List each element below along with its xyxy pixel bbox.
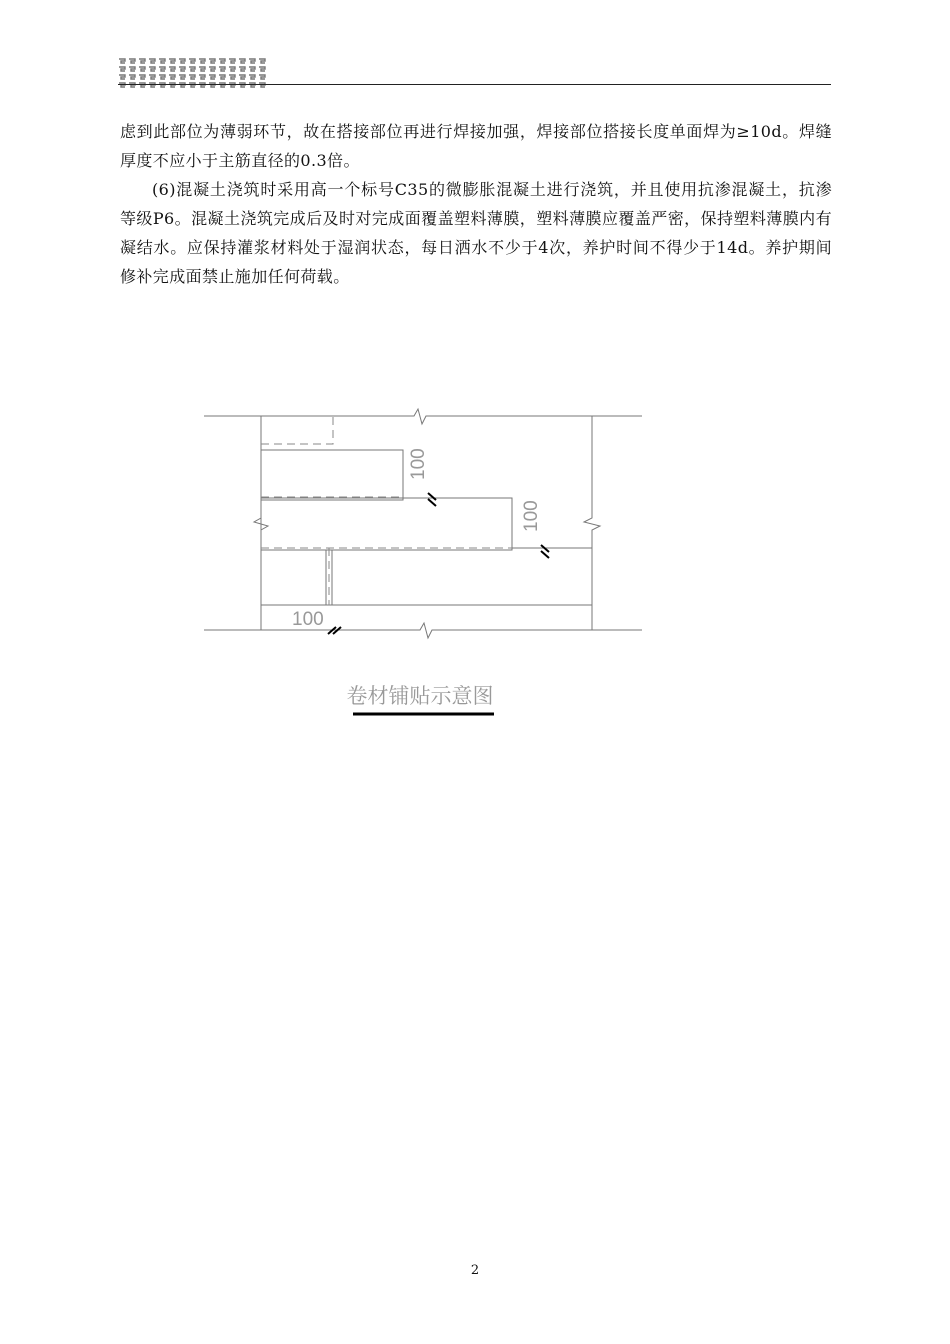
dimension-label-bottom: 100 bbox=[292, 609, 324, 630]
figure-caption: 卷材铺贴示意图 bbox=[346, 684, 494, 708]
dimension-label-middle: 100 bbox=[521, 500, 542, 532]
body-text bbox=[120, 117, 832, 291]
membrane-top bbox=[261, 416, 333, 444]
membrane-laying-diagram bbox=[196, 400, 652, 730]
right-wall-line bbox=[584, 416, 600, 630]
dimension-label-upper: 100 bbox=[408, 448, 429, 480]
bottom-boundary-line bbox=[204, 623, 642, 638]
upper-step-block bbox=[261, 450, 403, 500]
paragraph-2: (6)混凝土浇筑时采用高一个标号C35的微膨胀混凝土进行浇筑，并且使用抗渗混凝土，抗渗等级P6。混凝土浇筑完成后及时对完成面覆盖塑料薄膜，塑料薄膜应覆盖严密，保持塑料薄膜内有凝结水。应保持灌浆材料处于湿润状态，每日洒水不少于4次，养护时间不得少于14d。养护期间修补完成面禁止施加任何荷载。 bbox=[120, 180, 832, 286]
header-rule bbox=[118, 84, 831, 85]
middle-step-block bbox=[261, 498, 512, 550]
top-boundary-line bbox=[204, 409, 642, 424]
paragraph-1: 虑到此部位为薄弱环节，故在搭接部位再进行焊接加强，焊接部位搭接长度单面焊为≥10d。焊缝厚度不应小于主筋直径的0.3倍。 bbox=[120, 122, 832, 170]
page-number: 2 bbox=[470, 1263, 480, 1278]
